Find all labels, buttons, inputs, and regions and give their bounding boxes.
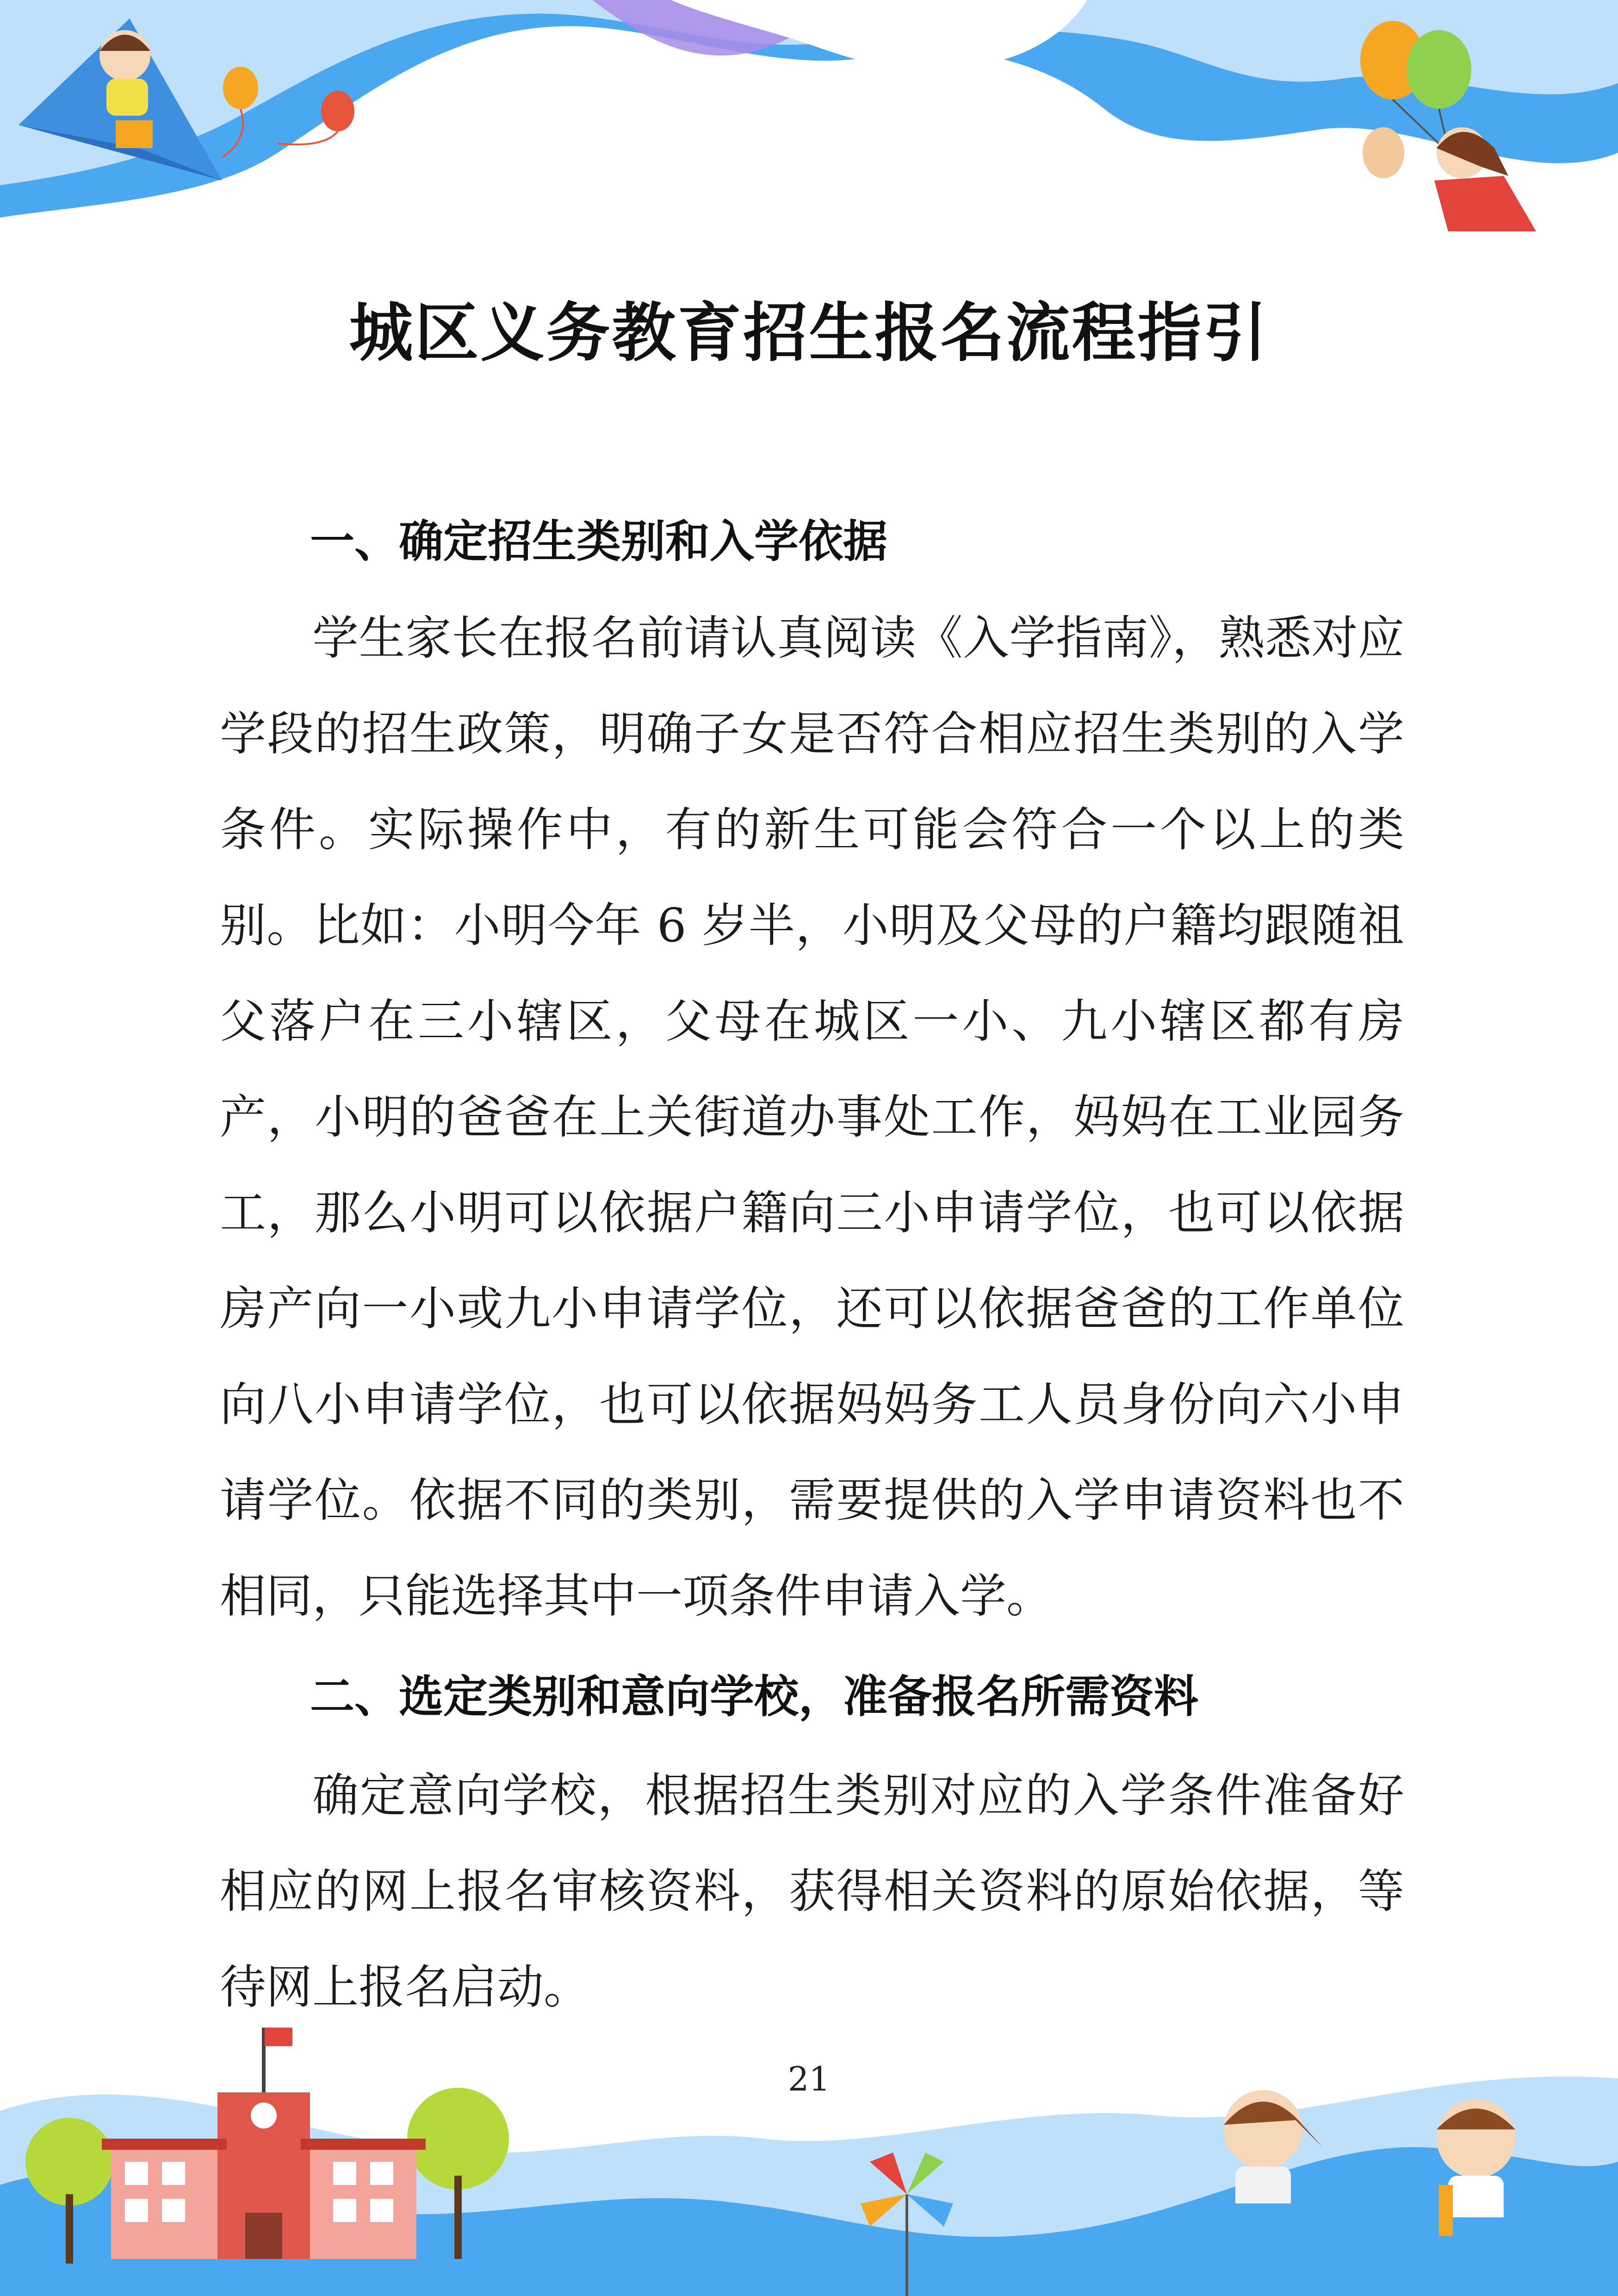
page-number: 21 <box>787 2060 831 2098</box>
bottom-decoration-banner <box>0 2009 1618 2296</box>
section-2-heading: 二、选定类别和意向学校，准备报名所需资料 <box>310 1671 1198 1723</box>
school-building-illustration <box>102 2028 426 2259</box>
section-1-paragraph: 学生家长在报名前请认真阅读《入学指南》，熟悉对应学段的招生政策，明确子女是否符合相应招生类别的入学条件。实际操作中，有的新生可能会符合一个以上的类别。比如：小明今年 6 岁半，小明及父母的户籍均跟随祖父落户在三小辖区，父母在城区一小、九小辖区都有房产，小明的爸爸在上关街道办事处工作，妈妈在工业园务工，那么小明可以依据户籍向三小申请学位，也可以依据房产向一小或九小申请学位，还可以依据爸爸的工作单位向八小申请学位，也可以依据妈妈务工人员身份向六小申请学位。依据不同的类别，需要提供的入学申请资料也不相同，只能选择其中一项条件申请入学。 <box>220 611 1404 1623</box>
top-decoration-banner <box>0 0 1618 259</box>
page-title: 城区义务教育招生报名流程指引 <box>349 296 1269 370</box>
section-1-heading: 一、确定招生类别和入学依据 <box>310 516 887 567</box>
section-2-paragraph: 确定意向学校，根据招生类别对应的入学条件准备好相应的网上报名审核资料，获得相关资料的原始依据，等待网上报名启动。 <box>220 1768 1404 2014</box>
